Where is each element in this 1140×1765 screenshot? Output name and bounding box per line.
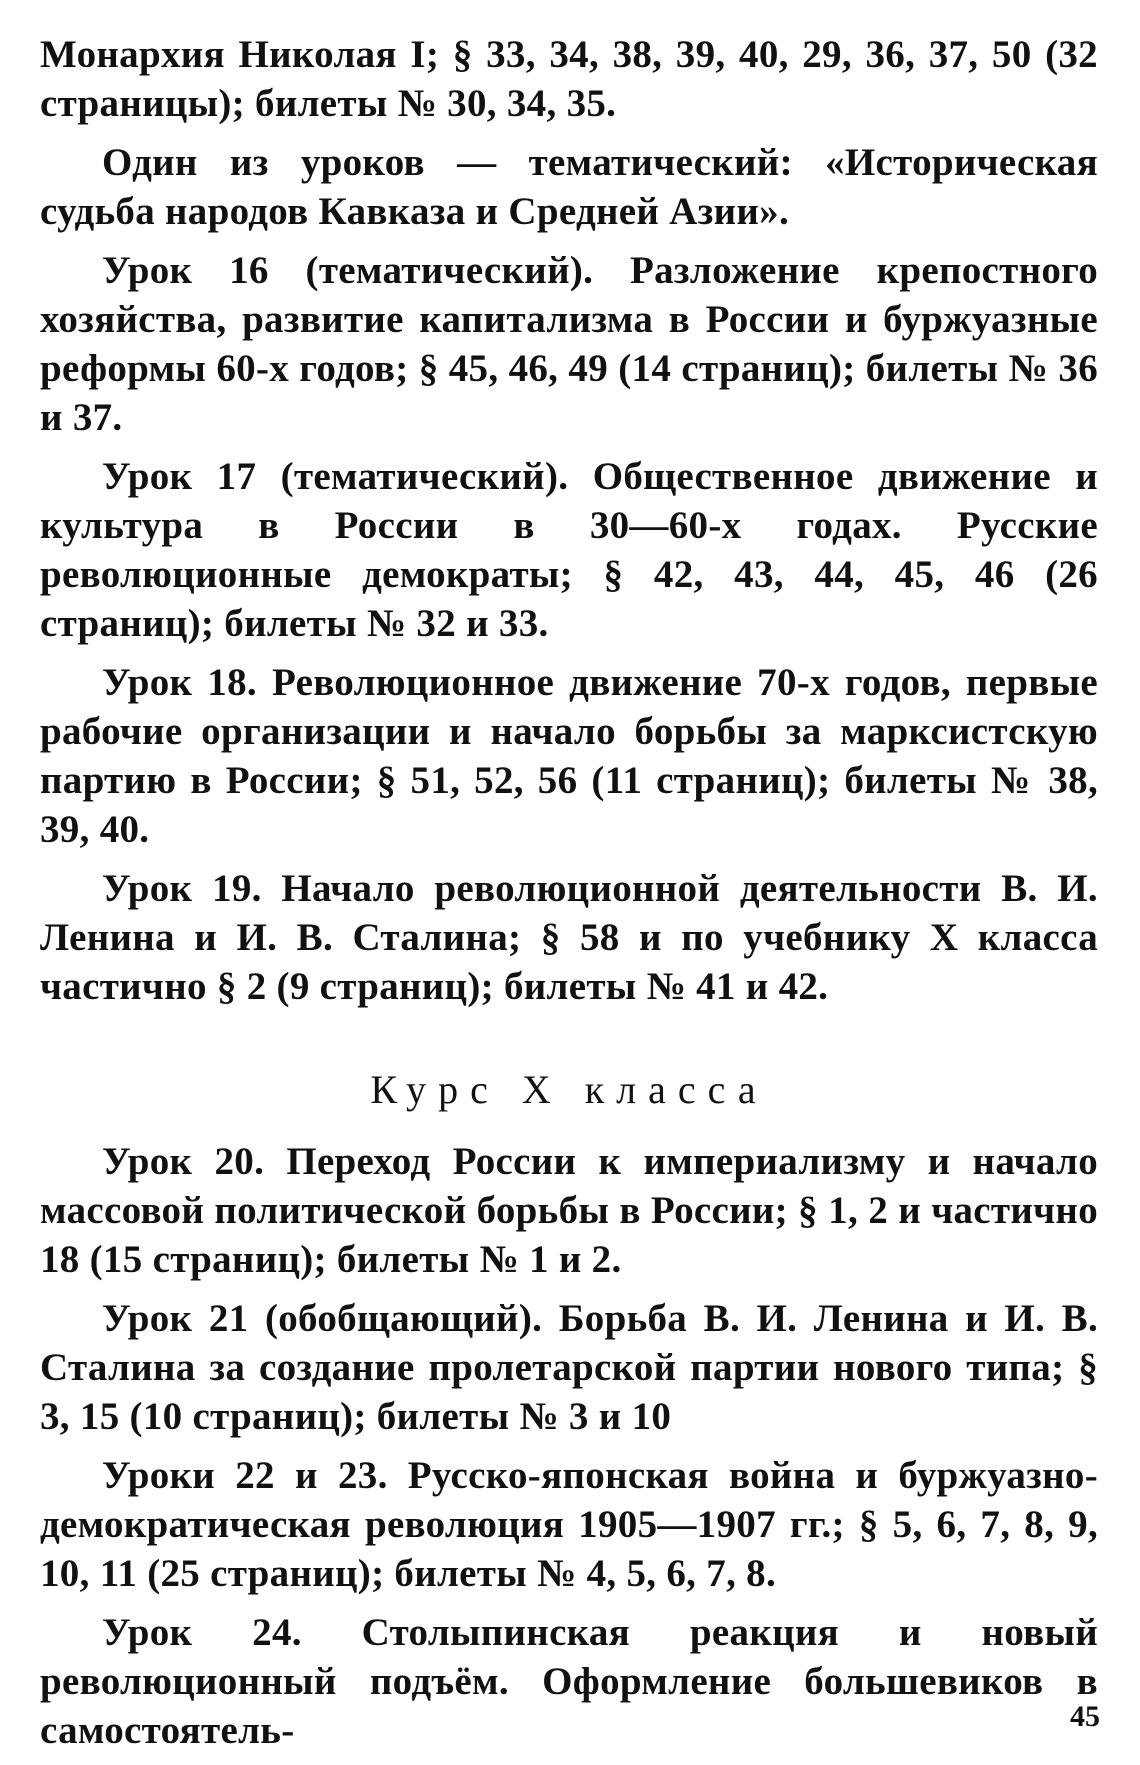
section-heading-course-x: Курс X класса	[370, 1067, 768, 1112]
paragraph-lesson-18: Урок 18. Революционное движение 70-х годов, первые рабочие организации и начало борьбы за марксистскую партию в России; § 51, 52, 56 (11 страниц); билеты № 38, 39, 40.	[40, 661, 1098, 851]
paragraph-lesson-21: Урок 21 (обобщающий). Борьба В. И. Ленина и И. В. Сталина за создание пролетарской партии нового типа; § 3, 15 (10 страниц); билеты № 3 и 10	[40, 1297, 1098, 1438]
paragraph-lesson-16: Урок 16 (тематический). Разложение крепостного хозяйства, развитие капитализма в России и буржуазные реформы 60-х годов; § 45, 46, 49 (14 страниц); билеты № 36 и 37.	[40, 249, 1098, 439]
paragraph-lessons-22-23: Уроки 22 и 23. Русско-японская война и буржуазно-демократическая революция 1905—1907 гг.; § 5, 6, 7, 8, 9, 10, 11 (25 страниц); билеты № 4, 5, 6, 7, 8.	[40, 1454, 1098, 1595]
paragraph-lesson-17: Урок 17 (тематический). Общественное движение и культура в России в 30—60-х годах. Русские революционные демократы; § 42, 43, 44, 45, 46 (26 страниц); билеты № 32 и 33.	[40, 455, 1098, 645]
paragraph-lesson-24: Урок 24. Столыпинская реакция и новый революционный подъём. Оформление большевиков в самостоятель-	[40, 1611, 1098, 1752]
paragraph-thematic-lesson-caucasus: Один из уроков — тематический: «Историческая судьба народов Кавказа и Средней Азии».	[40, 141, 1098, 233]
document-page	[40, 30, 1098, 1765]
paragraph-monarchy-nicholas: Монархия Николая I; § 33, 34, 38, 39, 40, 29, 36, 37, 50 (32 страницы); билеты № 30, 34, 35.	[40, 33, 1098, 125]
paragraph-lesson-19: Урок 19. Начало революционной деятельности В. И. Ленина и И. В. Сталина; § 58 и по учебнику X класса частично § 2 (9 страниц); билеты № 41 и 42.	[40, 867, 1098, 1008]
page-number: 45	[1070, 1700, 1100, 1733]
paragraph-lesson-20: Урок 20. Переход России к империализму и начало массовой политической борьбы в России; § 1, 2 и частично 18 (15 страниц); билеты № 1 и 2.	[40, 1140, 1098, 1281]
